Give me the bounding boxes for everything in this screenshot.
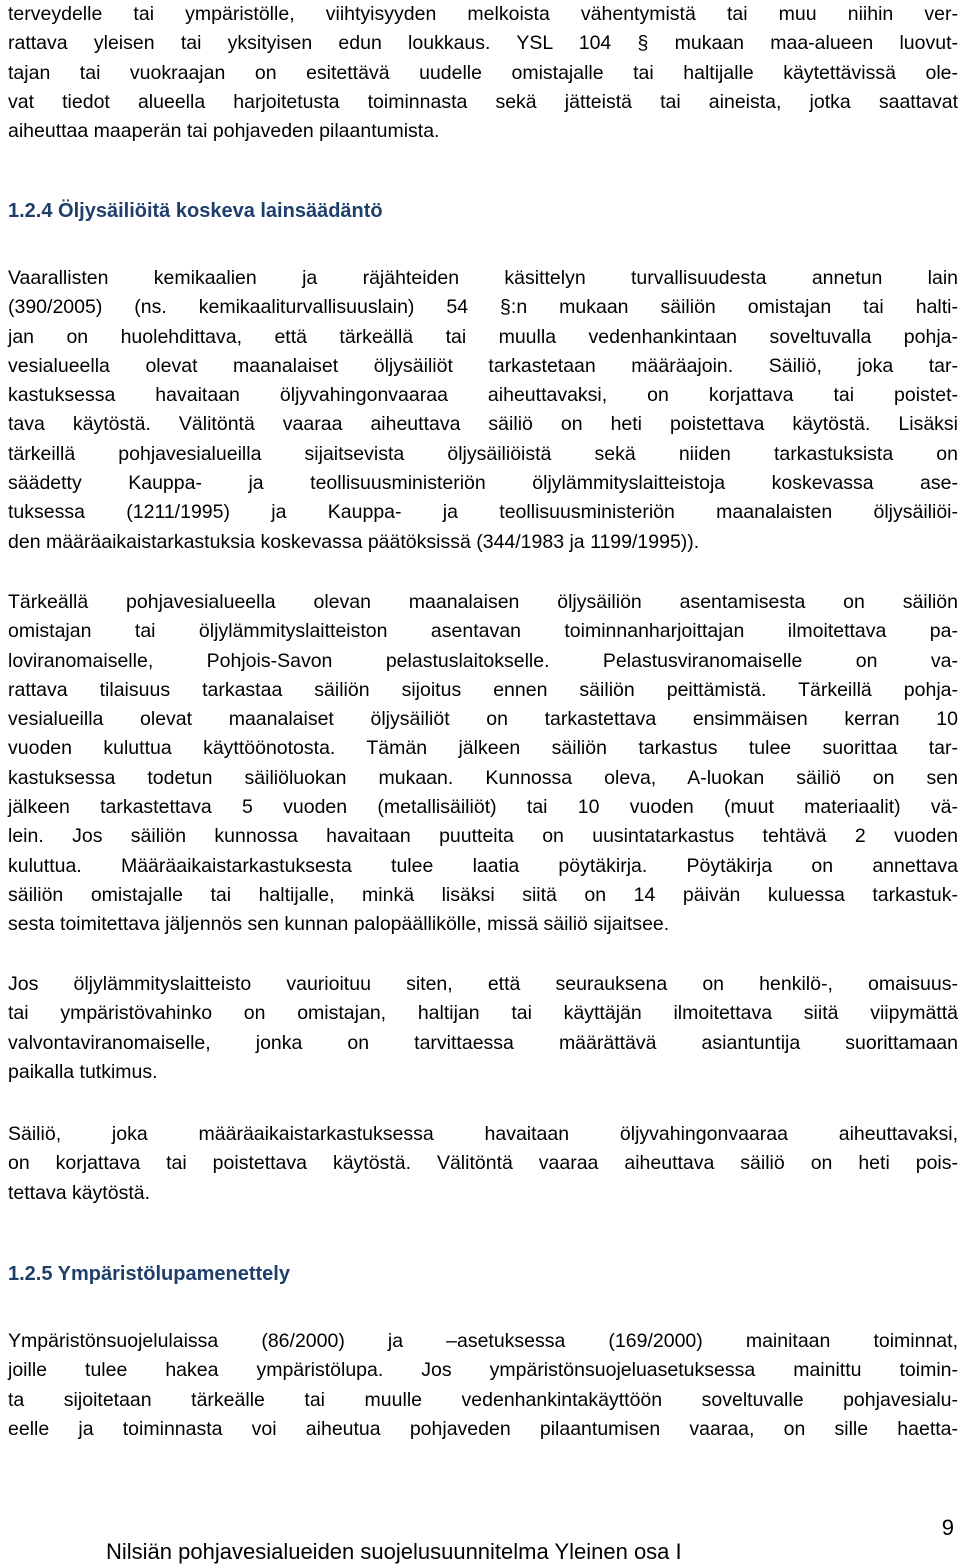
text-line: lein. Jos säiliön kunnossa havaitaan puutteita on uusintatarkastus tehtävä 2 vuoden xyxy=(8,825,958,848)
text-line: ta sijoitetaan tärkeälle tai muulle vedenhankintakäyttöön soveltuvalle pohjavesialu- xyxy=(8,1388,958,1411)
paragraph-intro xyxy=(8,0,958,146)
text-line: Tärkeällä pohjavesialueella olevan maanalaisen öljysäiliön asentamisesta on säiliön xyxy=(8,591,958,613)
text-line: valvontaviranomaiselle, jonka on tarvittaessa määrättävä asiantuntija suorittamaan xyxy=(8,1031,958,1054)
text-line: vuoden kuluttua käyttöönotosta. Tämän jälkeen säiliön tarkastus tulee suorittaa tar- xyxy=(8,737,958,760)
paragraph-environmental-permit xyxy=(8,1327,958,1444)
text-line: eelle ja toiminnasta voi aiheutua pohjaveden pilaantumisen vaaraa, on sille haetta- xyxy=(8,1417,958,1440)
text-line: joille tulee hakea ympäristölupa. Jos ympäristönsuojeluasetuksessa mainittu toimin- xyxy=(8,1359,958,1382)
text-line: kuluttua. Määräaikaistarkastuksesta tulee laatia pöytäkirja. Pöytäkirja on annettava xyxy=(8,854,958,877)
text-line: tai ympäristövahinko on omistajan, haltijan tai käyttäjän ilmoitettava siitä viipymättä xyxy=(8,1002,958,1025)
text-line: sesta toimitettava jäljennös sen kunnan palopäällikölle, missä säiliö sijaitsee. xyxy=(8,913,670,936)
text-line: tuksessa (1211/1995) ja Kauppa- ja teollisuusministeriön maanalaisten öljysäiliöi- xyxy=(8,501,958,524)
text-line: rattava tilaisuus tarkastaa säiliön sijoitus ennen säiliön peittämistä. Tärkeillä pohja- xyxy=(8,678,958,701)
text-line: tärkeillä pohjavesialueilla sijaitsevista öljysäiliöistä sekä niiden tarkastuksista on xyxy=(8,442,958,465)
footer-title: Nilsiän pohjavesialueiden suojelusuunnitelma Yleinen osa I xyxy=(106,1539,682,1564)
text-line: jan on huolehdittava, että tärkeällä tai muulla vedenhankintaan soveltuvalla pohja- xyxy=(8,325,958,348)
text-line: omistajan tai öljylämmityslaitteiston asentavan toiminnanharjoittajan ilmoitettava pa- xyxy=(8,620,958,643)
section-heading-1-2-4: 1.2.4 Öljysäiliöitä koskeva lainsäädäntö xyxy=(8,200,383,222)
text-line: den määräaikaistarkastuksia koskevassa päätöksissä (344/1983 ja 1199/1995)). xyxy=(8,530,700,553)
text-line: Säiliö, joka määräaikaistarkastuksessa havaitaan öljyvahingonvaaraa aiheuttavaksi, xyxy=(8,1123,958,1145)
text-line: vat tiedot alueella harjoitetusta toiminnasta sekä jätteistä tai aineista, jotka saattavat xyxy=(8,90,958,113)
text-line: Jos öljylämmityslaitteisto vaurioituu siten, että seurauksena on henkilö-, omaisuus- xyxy=(8,973,958,995)
section-heading-1-2-5: 1.2.5 Ympäristölupamenettely xyxy=(8,1263,290,1285)
paragraph-tank-installation xyxy=(8,588,958,940)
text-line: rattava yleisen tai yksityisen edun loukkaus. YSL 104 § mukaan maa-alueen luovut- xyxy=(8,32,958,55)
text-line: tettava käytöstä. xyxy=(8,1181,150,1204)
text-line: tajan tai vuokraajan on esitettävä uudelle omistajalle tai haltijalle käytettävissä ole- xyxy=(8,61,958,84)
text-line: vesialueilla olevat maanalaiset öljysäiliöt on tarkastettava ensimmäisen kerran 10 xyxy=(8,708,958,731)
text-line: Ympäristönsuojelulaissa (86/2000) ja –asetuksessa (169/2000) mainitaan toiminnat, xyxy=(8,1330,958,1352)
text-line: Vaarallisten kemikaalien ja räjähteiden käsittelyn turvallisuudesta annetun lain xyxy=(8,267,958,289)
paragraph-oil-tank-law xyxy=(8,264,958,557)
text-line: terveydelle tai ympäristölle, viihtyisyyden melkoista vähentymistä tai muu niihin ver- xyxy=(8,3,958,25)
text-line: vesialueella olevat maanalaiset öljysäiliöt tarkastetaan määräajoin. Säiliö, joka tar- xyxy=(8,354,958,377)
text-line: loviranomaiselle, Pohjois-Savon pelastuslaitokselle. Pelastusviranomaiselle on va- xyxy=(8,649,958,672)
text-line: (390/2005) (ns. kemikaaliturvallisuuslain) 54 §:n mukaan säiliön omistajan tai halti- xyxy=(8,296,958,319)
text-line: säiliön omistajalle tai haltijalle, minkä lisäksi siitä on 14 päivän kuluessa tarkastuk- xyxy=(8,883,958,906)
text-line: tava käytöstä. Välitöntä vaaraa aiheuttava säiliö on heti poistettava käytöstä. Lisäksi xyxy=(8,413,958,436)
text-line: aiheuttaa maaperän tai pohjaveden pilaantumista. xyxy=(8,120,440,143)
page-number: 9 xyxy=(941,1515,954,1540)
text-line: paikalla tutkimus. xyxy=(8,1060,158,1083)
text-line: jälkeen tarkastettava 5 vuoden (metallisäiliöt) tai 10 vuoden (muut materiaalit) vä- xyxy=(8,796,958,819)
text-line: säädetty Kauppa- ja teollisuusministeriön öljylämmityslaitteistoja koskevassa ase- xyxy=(8,472,958,495)
text-line: on korjattava tai poistettava käytöstä. Välitöntä vaaraa aiheuttava säiliö on heti pois- xyxy=(8,1152,958,1175)
paragraph-tank-removal xyxy=(8,1120,958,1208)
text-line: kastuksessa todetun säiliöluokan mukaan. Kunnossa oleva, A-luokan säiliö on sen xyxy=(8,766,958,789)
paragraph-heating-damage xyxy=(8,970,958,1087)
text-line: kastuksessa havaitaan öljyvahingonvaaraa aiheuttavaksi, on korjattava tai poistet- xyxy=(8,384,958,407)
